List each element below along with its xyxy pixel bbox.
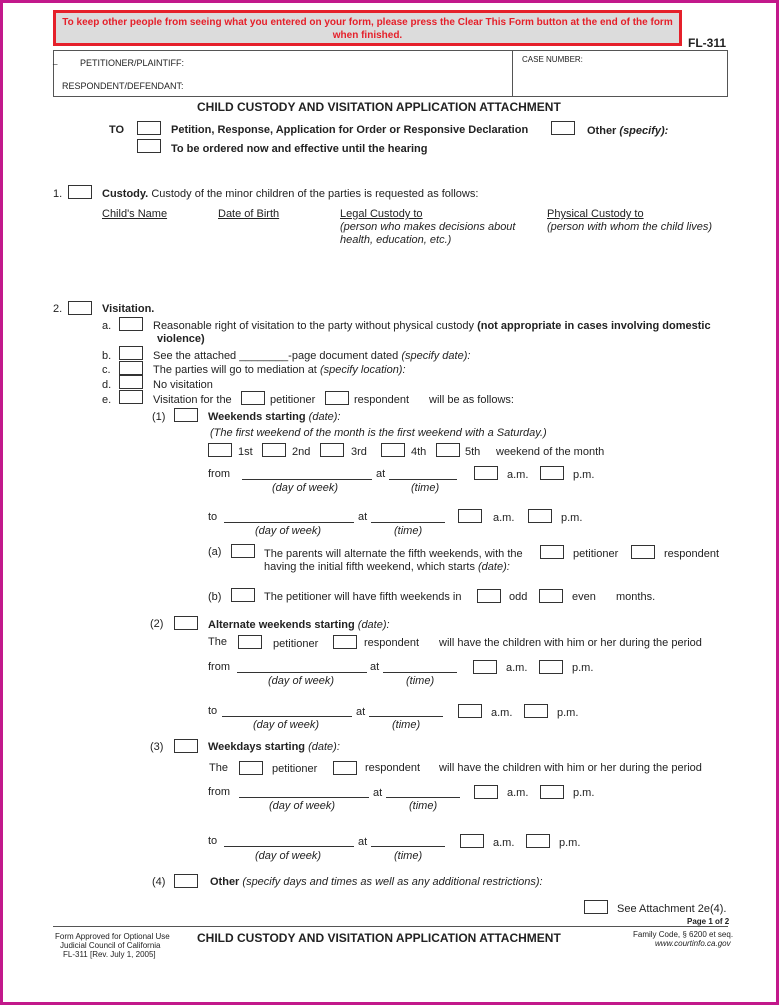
w2-to-label: to [208,705,218,717]
w3-to-at: at [358,836,368,848]
fb-even-checkbox[interactable] [539,589,563,603]
w2-to-am-label: a.m. [491,707,513,719]
w1-from-day-field[interactable] [242,479,372,480]
w1-to-label: to [208,511,218,523]
to-now-checkbox[interactable] [137,139,161,153]
footer-website: www.courtinfo.ca.gov [655,939,731,948]
w1-to-day-field[interactable] [224,522,354,523]
w1-to-pm-checkbox[interactable] [528,509,552,523]
w1-to-am-checkbox[interactable] [458,509,482,523]
item-e-checkbox[interactable] [119,390,143,404]
to-other-checkbox[interactable] [551,121,575,135]
caption-divider [512,50,513,97]
item-a-text-2: violence) [157,333,205,345]
w2-respondent-checkbox[interactable] [333,635,357,649]
fa-petitioner-checkbox[interactable] [540,545,564,559]
w3-label: Weekdays starting (date): [208,741,340,753]
w1-from-at: at [376,468,386,480]
w1-from-day-hint: (day of week) [272,482,339,494]
w3-from-time-hint: (time) [409,800,438,812]
week-4th-label: 4th [411,446,427,458]
w4-label: Other (specify days and times as well as any additional restrictions): [210,876,543,888]
item-b-letter: b. [102,350,112,362]
custody-number: 1. [53,188,63,200]
e-petitioner-label: petitioner [270,394,316,406]
w4-checkbox[interactable] [174,874,198,888]
w3-to-pm-checkbox[interactable] [526,834,550,848]
fa-checkbox[interactable] [231,544,255,558]
w2-to-time-field[interactable] [369,716,443,717]
w1-from-am-label: a.m. [507,469,529,481]
w2-to-day-field[interactable] [222,716,352,717]
fa-text: The parents will alternate the fifth weekends, with the [264,548,523,560]
w3-respondent-checkbox[interactable] [333,761,357,775]
to-label: TO [109,124,125,136]
item-d-text: No visitation [153,379,213,391]
w2-from-am-label: a.m. [506,662,528,674]
w1-to-at: at [358,511,368,523]
see-attachment-label: See Attachment 2e(4). [617,903,727,915]
petitioner-label: PETITIONER/PLAINTIFF: [80,58,185,68]
w3-to-time-hint: (time) [394,850,423,862]
e-respondent-checkbox[interactable] [325,391,349,405]
w3-to-day-field[interactable] [224,846,354,847]
col-date-of-birth: Date of Birth [218,208,280,220]
w3-to-am-label: a.m. [493,837,515,849]
w1-checkbox[interactable] [174,408,198,422]
item-e-letter: e. [102,394,112,406]
item-b-checkbox[interactable] [119,346,143,360]
fb-odd-label: odd [509,591,528,603]
item-a-checkbox[interactable] [119,317,143,331]
item-d-checkbox[interactable] [119,375,143,389]
w3-checkbox[interactable] [174,739,198,753]
fb-odd-checkbox[interactable] [477,589,501,603]
item-b-text: See the attached ________-page document dated (specify date): [153,350,471,362]
week-4th-checkbox[interactable] [381,443,405,457]
w3-from-day-field[interactable] [239,797,369,798]
w2-from-am-checkbox[interactable] [473,660,497,674]
fb-months-label: months. [616,591,656,603]
w1-to-time-field[interactable] [371,522,445,523]
w2-to-at: at [356,706,366,718]
col-legal-custody: Legal Custody to [340,208,423,220]
w2-to-pm-label: p.m. [557,707,579,719]
w3-petitioner-checkbox[interactable] [239,761,263,775]
w4-number: (4) [152,876,166,888]
fa-respondent-label: respondent [664,548,720,560]
week-1st-label: 1st [238,446,253,458]
w1-number: (1) [152,411,166,423]
w3-respondent-label: respondent [365,762,421,774]
fa-respondent-checkbox[interactable] [631,545,655,559]
page-number: Page 1 of 2 [687,917,730,926]
col-physical-custody: Physical Custody to [547,208,644,220]
w2-from-day-field[interactable] [237,672,367,673]
caption-dash: _ [53,56,58,65]
custody-text: Custody. Custody of the minor children of the parties is requested as follows: [102,188,479,200]
w2-number: (2) [150,618,164,630]
w3-will-have: will have the children with him or her during the period [439,762,702,774]
w1-from-label: from [208,468,230,480]
footer-approved-2: Judicial Council of California [60,941,161,950]
w3-petitioner-label: petitioner [272,763,318,775]
w3-from-pm-checkbox[interactable] [540,785,564,799]
e-respondent-label: respondent [354,394,410,406]
footer-approved-1: Form Approved for Optional Use [55,932,170,941]
w2-from-pm-label: p.m. [572,662,594,674]
e-petitioner-checkbox[interactable] [241,391,265,405]
respondent-label: RESPONDENT/DEFENDANT: [62,81,184,91]
w2-petitioner-checkbox[interactable] [238,635,262,649]
to-now-label: To be ordered now and effective until the hearing [171,143,428,155]
fb-letter: (b) [208,591,222,603]
w2-to-am-checkbox[interactable] [458,704,482,718]
custody-checkbox[interactable] [68,185,92,199]
week-5th-checkbox[interactable] [436,443,460,457]
w1-from-time-field[interactable] [389,479,457,480]
fb-text: The petitioner will have fifth weekends in [264,591,462,603]
item-e-text: Visitation for the [153,394,232,406]
week-2nd-checkbox[interactable] [262,443,286,457]
w2-label: Alternate weekends starting (date): [208,619,390,631]
fa-text-2: having the initial fifth weekend, which starts (date): [264,561,510,573]
w1-from-pm-label: p.m. [573,469,595,481]
w2-the: The [208,636,227,648]
item-c-letter: c. [102,364,111,376]
w3-from-pm-label: p.m. [573,787,595,799]
footer-code: Family Code, § 6200 et seq. [633,930,734,939]
w3-from-am-checkbox[interactable] [474,785,498,799]
e-follows-text: will be as follows: [429,394,514,406]
item-a-text: Reasonable right of visitation to the party without physical custody (not appropriate in cases involving domestic [153,320,711,332]
w3-from-at: at [373,787,383,799]
w2-from-time-hint: (time) [406,675,435,687]
w3-to-pm-label: p.m. [559,837,581,849]
to-other-label: Other (specify): [587,125,669,137]
see-attachment-checkbox[interactable] [584,900,608,914]
item-a-letter: a. [102,320,112,332]
w3-to-day-hint: (day of week) [255,850,322,862]
to-petition-checkbox[interactable] [137,121,161,135]
col-childs-name: Child's Name [102,208,168,220]
w3-to-am-checkbox[interactable] [460,834,484,848]
w1-from-time-hint: (time) [411,482,440,494]
w2-respondent-label: respondent [364,637,420,649]
w3-number: (3) [150,741,164,753]
w2-to-pm-checkbox[interactable] [524,704,548,718]
w1-to-am-label: a.m. [493,512,515,524]
page-title: CHILD CUSTODY AND VISITATION APPLICATION ATTACHMENT [197,100,561,114]
w2-petitioner-label: petitioner [273,638,319,650]
visitation-checkbox[interactable] [68,301,92,315]
w3-to-label: to [208,835,218,847]
w1-from-am-checkbox[interactable] [474,466,498,480]
footer-approved-3: FL-311 [Rev. July 1, 2005] [63,950,156,959]
w3-from-am-label: a.m. [507,787,529,799]
w2-from-time-field[interactable] [383,672,457,673]
w1-label: Weekends starting (date): [208,411,341,423]
w2-to-day-hint: (day of week) [253,719,320,731]
w1-to-day-hint: (day of week) [255,525,322,537]
w2-from-at: at [370,661,380,673]
w3-from-day-hint: (day of week) [269,800,336,812]
w1-to-pm-label: p.m. [561,512,583,524]
w3-from-label: from [208,786,230,798]
w3-from-time-field[interactable] [386,797,460,798]
visitation-number: 2. [53,303,63,315]
week-2nd-label: 2nd [292,446,311,458]
legal-custody-note-1: (person who makes decisions about [340,221,516,233]
fb-checkbox[interactable] [231,588,255,602]
fa-letter: (a) [208,546,222,558]
w3-to-time-field[interactable] [371,846,445,847]
w2-from-label: from [208,661,230,673]
w2-from-day-hint: (day of week) [268,675,335,687]
to-petition-label: Petition, Response, Application for Order or Responsive Declaration [171,124,529,136]
w3-the: The [209,762,228,774]
footer-rule [53,926,728,927]
w2-checkbox[interactable] [174,616,198,630]
clear-form-notice: To keep other people from seeing what you entered on your form, please press the Clear This Form button at the end of the form when finished. [53,10,682,46]
week-3rd-checkbox[interactable] [320,443,344,457]
weekend-of-month-label: weekend of the month [496,446,605,458]
w2-from-pm-checkbox[interactable] [539,660,563,674]
fb-even-label: even [572,591,596,603]
legal-custody-note-2: health, education, etc.) [340,234,452,246]
w2-to-time-hint: (time) [392,719,421,731]
w1-to-time-hint: (time) [394,525,423,537]
item-c-checkbox[interactable] [119,361,143,375]
form-id: FL-311 [688,36,727,50]
week-1st-checkbox[interactable] [208,443,232,457]
item-d-letter: d. [102,379,112,391]
fa-petitioner-label: petitioner [573,548,619,560]
w1-from-pm-checkbox[interactable] [540,466,564,480]
w2-will-have: will have the children with him or her during the period [439,637,702,649]
footer-title: CHILD CUSTODY AND VISITATION APPLICATION ATTACHMENT [197,931,561,945]
week-5th-label: 5th [465,446,481,458]
w1-note: (The first weekend of the month is the first weekend with a Saturday.) [210,427,547,439]
case-number-label: CASE NUMBER: [522,55,583,64]
visitation-label: Visitation. [102,303,155,315]
physical-custody-note: (person with whom the child lives) [547,221,713,233]
item-c-text: The parties will go to mediation at (specify location): [153,364,406,376]
week-3rd-label: 3rd [351,446,367,458]
